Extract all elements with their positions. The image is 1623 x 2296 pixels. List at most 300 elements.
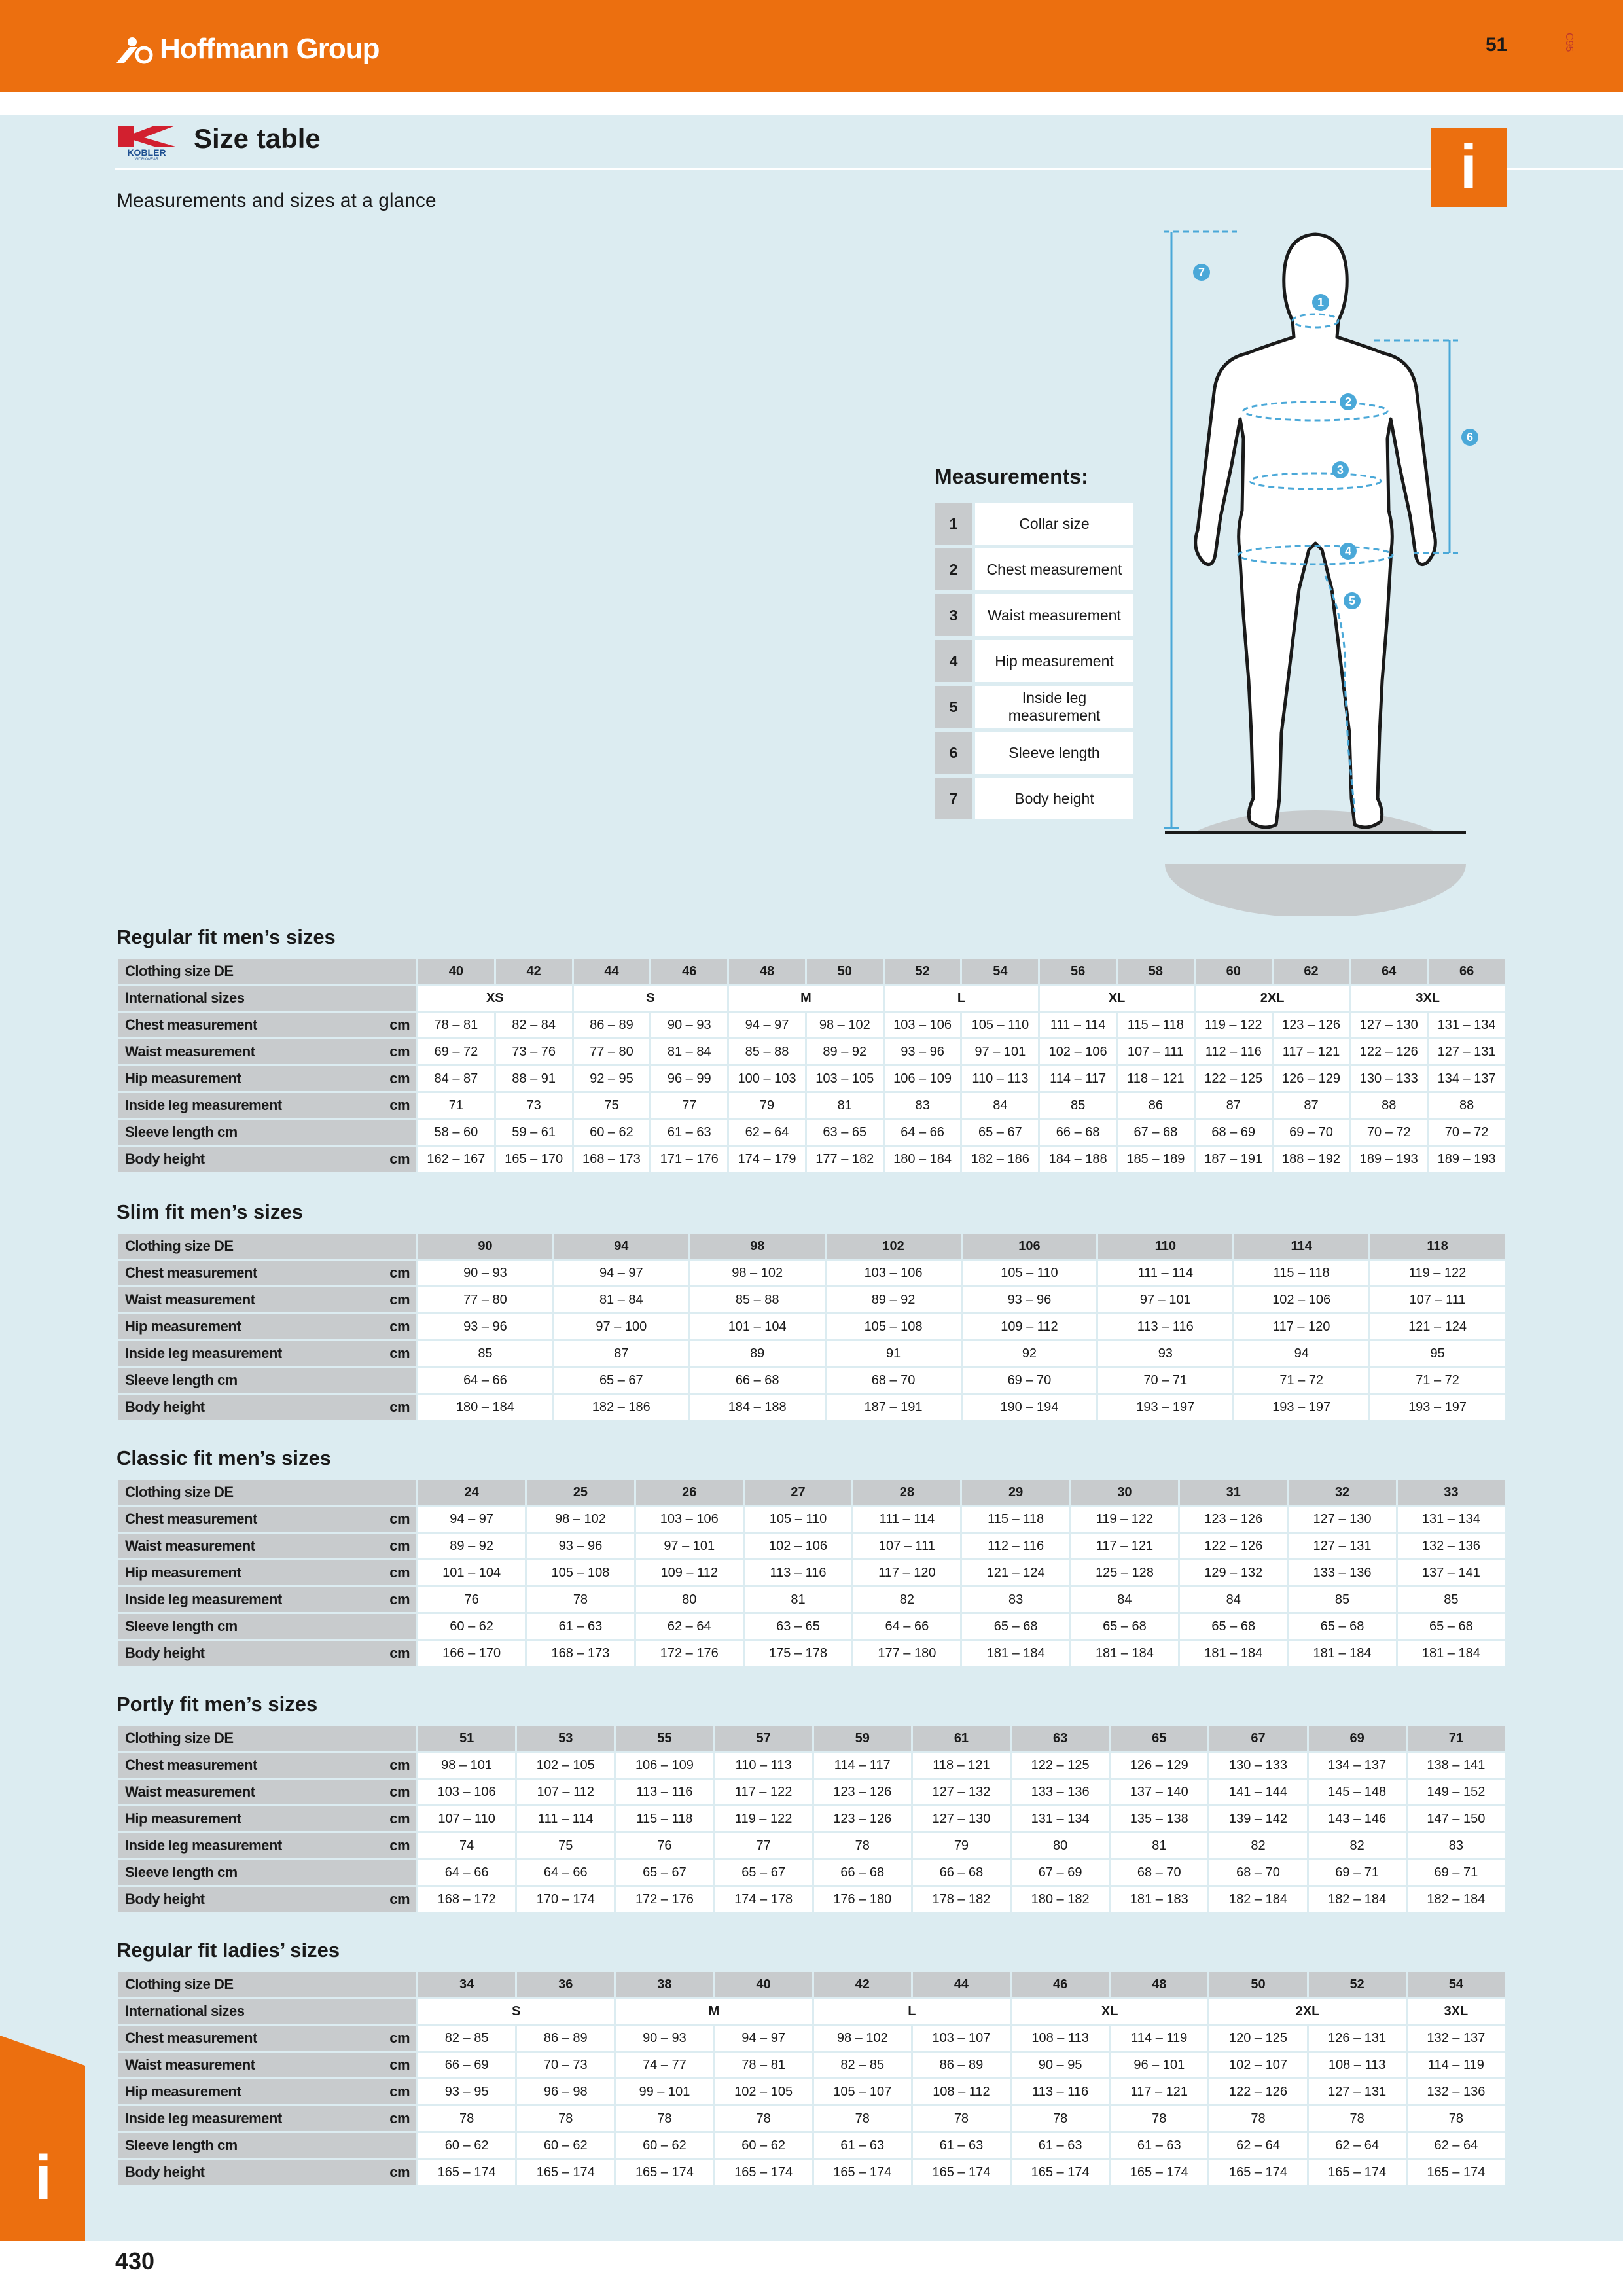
international-size-cell: 3XL — [1351, 986, 1505, 1011]
table-cell: 61 – 63 — [814, 2133, 911, 2158]
table-cell: 165 – 174 — [517, 2160, 614, 2185]
size-header-cell: 27 — [745, 1480, 851, 1505]
measurement-row — [935, 686, 1133, 728]
row-label — [118, 1368, 416, 1393]
table-cell: 102 – 107 — [1209, 2053, 1306, 2077]
table-cell: 66 – 68 — [913, 1860, 1010, 1885]
table-row — [118, 1120, 1505, 1145]
row-label-text: Waist measurement — [125, 1043, 255, 1060]
hoffmann-logo-icon — [115, 33, 154, 65]
table-cell: 95 — [1370, 1341, 1505, 1366]
table-cell: 117 – 120 — [1234, 1314, 1368, 1339]
table-cell: 85 – 88 — [690, 1287, 825, 1312]
table-row — [118, 1887, 1505, 1912]
table-cell: 81 – 84 — [651, 1039, 727, 1064]
table-cell: 126 – 131 — [1309, 2026, 1406, 2051]
table-header-row — [118, 1972, 1505, 1997]
table-cell: 107 – 111 — [853, 1534, 960, 1558]
table-row — [118, 1833, 1505, 1858]
table-cell: 60 – 62 — [418, 2133, 515, 2158]
table-cell: 102 – 106 — [1040, 1039, 1116, 1064]
table-row — [118, 1641, 1505, 1666]
table-cell: 86 – 89 — [517, 2026, 614, 2051]
row-label — [118, 1066, 416, 1091]
row-label: Clothing size DE — [118, 1234, 416, 1259]
table-cell: 78 — [418, 2106, 515, 2131]
measurement-number: 5 — [935, 686, 972, 728]
table-cell: 93 – 96 — [418, 1314, 552, 1339]
measurement-number: 2 — [935, 548, 972, 590]
size-header-cell: 98 — [690, 1234, 825, 1259]
table-cell: 64 – 66 — [418, 1368, 552, 1393]
table-cell: 122 – 125 — [1012, 1753, 1109, 1778]
table-cell: 70 – 71 — [1098, 1368, 1232, 1393]
table-cell: 105 – 108 — [527, 1560, 633, 1585]
row-unit: cm — [389, 1757, 410, 1773]
table-cell: 87 — [1274, 1093, 1349, 1118]
table-cell: 76 — [418, 1587, 525, 1612]
table-cell: 68 – 70 — [827, 1368, 961, 1393]
table-cell: 168 – 172 — [418, 1887, 515, 1912]
table-cell: 165 – 174 — [1408, 2160, 1505, 2185]
international-size-cell: 2XL — [1196, 986, 1349, 1011]
row-label — [118, 2079, 416, 2104]
table-cell: 100 – 103 — [729, 1066, 805, 1091]
table-cell: 71 – 72 — [1370, 1368, 1505, 1393]
row-label-text: Body height — [125, 1399, 205, 1415]
table-cell: 131 – 134 — [1429, 1013, 1505, 1037]
table-cell: 162 – 167 — [418, 1147, 494, 1172]
row-unit: cm — [389, 1537, 410, 1554]
size-header-cell: 30 — [1071, 1480, 1178, 1505]
table-cell: 77 — [715, 1833, 812, 1858]
svg-text:WORKWEAR: WORKWEAR — [134, 158, 159, 161]
table-cell: 130 – 133 — [1209, 1753, 1306, 1778]
size-header-cell: 66 — [1429, 959, 1505, 984]
table-row — [118, 1287, 1505, 1312]
table-cell: 67 – 69 — [1012, 1860, 1109, 1885]
section-title-regular-ladies: Regular fit ladies’ sizes — [116, 1939, 340, 1962]
table-row — [118, 2026, 1505, 2051]
table-row — [118, 1860, 1505, 1885]
table-cell: 64 – 66 — [517, 1860, 614, 1885]
table-cell: 84 — [962, 1093, 1038, 1118]
table-cell: 193 – 197 — [1098, 1395, 1232, 1420]
table-cell: 61 – 63 — [1012, 2133, 1109, 2158]
table-cell: 86 – 89 — [913, 2053, 1010, 2077]
table-cell: 105 – 110 — [963, 1261, 1097, 1285]
table-cell: 65 – 67 — [962, 1120, 1038, 1145]
table-cell: 90 – 93 — [616, 2026, 713, 2051]
table-cell: 66 – 68 — [814, 1860, 911, 1885]
row-label-text: Chest measurement — [125, 1511, 257, 1527]
measurement-row — [935, 594, 1133, 636]
table-cell: 193 – 197 — [1234, 1395, 1368, 1420]
row-label-text: Inside leg measurement — [125, 1097, 282, 1113]
table-cell: 65 – 68 — [962, 1614, 1069, 1639]
table-cell: 111 – 114 — [853, 1507, 960, 1532]
row-unit: cm — [389, 2030, 410, 2046]
table-cell: 131 – 134 — [1398, 1507, 1505, 1532]
row-unit: cm — [389, 1291, 410, 1308]
table-cell: 77 — [651, 1093, 727, 1118]
table-row — [118, 1093, 1505, 1118]
table-cell: 94 – 97 — [729, 1013, 805, 1037]
table-cell: 126 – 129 — [1274, 1066, 1349, 1091]
measurement-row — [935, 640, 1133, 682]
size-header-cell: 63 — [1012, 1726, 1109, 1751]
table-cell: 66 – 68 — [1040, 1120, 1116, 1145]
table-row — [118, 1368, 1505, 1393]
table-cell: 68 – 70 — [1209, 1860, 1306, 1885]
table-row — [118, 1341, 1505, 1366]
row-label — [118, 1287, 416, 1312]
size-table-slim-men — [116, 1232, 1507, 1422]
header-page-number: 51 — [1486, 34, 1508, 56]
marker-1: 1 — [1317, 296, 1325, 309]
table-cell: 135 – 138 — [1111, 1806, 1207, 1831]
table-cell: 111 – 114 — [1040, 1013, 1116, 1037]
row-label — [118, 2053, 416, 2077]
table-cell: 168 – 173 — [527, 1641, 633, 1666]
table-cell: 165 – 174 — [418, 2160, 515, 2185]
measurement-number: 6 — [935, 732, 972, 774]
table-cell: 81 – 84 — [554, 1287, 688, 1312]
table-cell: 69 – 72 — [418, 1039, 494, 1064]
size-header-cell: 40 — [715, 1972, 812, 1997]
row-label-text: Sleeve length cm — [125, 1864, 238, 1880]
table-cell: 185 – 189 — [1118, 1147, 1194, 1172]
table-cell: 82 – 84 — [496, 1013, 572, 1037]
table-cell: 65 – 67 — [715, 1860, 812, 1885]
table-cell: 118 – 121 — [913, 1753, 1010, 1778]
table-cell: 127 – 131 — [1309, 2079, 1406, 2104]
row-label — [118, 1614, 416, 1639]
table-cell: 81 — [1111, 1833, 1207, 1858]
table-cell: 85 — [1289, 1587, 1395, 1612]
table-cell: 97 – 101 — [636, 1534, 743, 1558]
measurement-number: 1 — [935, 503, 972, 545]
table-cell: 62 – 64 — [636, 1614, 743, 1639]
table-cell: 78 — [616, 2106, 713, 2131]
section-title-regular-men: Regular fit men’s sizes — [116, 925, 336, 948]
table-cell: 62 – 64 — [1209, 2133, 1306, 2158]
size-header-cell: 50 — [1209, 1972, 1306, 1997]
table-row — [118, 1753, 1505, 1778]
table-cell: 181 – 184 — [1180, 1641, 1287, 1666]
marker-4: 4 — [1344, 545, 1352, 558]
table-header-row — [118, 1480, 1505, 1505]
table-cell: 114 – 117 — [814, 1753, 911, 1778]
table-cell: 117 – 121 — [1274, 1039, 1349, 1064]
size-header-cell: 44 — [913, 1972, 1010, 1997]
size-header-cell: 33 — [1398, 1480, 1505, 1505]
marker-2: 2 — [1344, 395, 1352, 408]
table-cell: 82 — [1309, 1833, 1406, 1858]
measurement-label: Sleeve length — [972, 732, 1133, 774]
size-header-cell: 59 — [814, 1726, 911, 1751]
table-cell: 141 – 144 — [1209, 1780, 1306, 1804]
row-label — [118, 1560, 416, 1585]
table-cell: 119 – 122 — [1071, 1507, 1178, 1532]
table-cell: 89 — [690, 1341, 825, 1366]
table-cell: 60 – 62 — [574, 1120, 650, 1145]
table-cell: 78 – 81 — [715, 2053, 812, 2077]
table-cell: 78 — [527, 1587, 633, 1612]
table-cell: 123 – 126 — [1180, 1507, 1287, 1532]
table-cell: 94 – 97 — [418, 1507, 525, 1532]
table-cell: 84 — [1180, 1587, 1287, 1612]
row-label — [118, 1887, 416, 1912]
table-cell: 187 – 191 — [1196, 1147, 1272, 1172]
row-unit: cm — [389, 1645, 410, 1661]
row-label: Clothing size DE — [118, 1726, 416, 1751]
measurements-legend — [935, 499, 1133, 823]
row-unit: cm — [389, 1564, 410, 1581]
table-cell: 62 – 64 — [1408, 2133, 1505, 2158]
table-cell: 63 – 65 — [807, 1120, 883, 1145]
international-size-cell: M — [616, 1999, 812, 2024]
table-cell: 184 – 188 — [690, 1395, 825, 1420]
table-cell: 87 — [1196, 1093, 1272, 1118]
table-cell: 187 – 191 — [827, 1395, 961, 1420]
title-underline — [115, 168, 1623, 170]
row-label — [118, 1039, 416, 1064]
table-cell: 149 – 152 — [1408, 1780, 1505, 1804]
row-label-text: Body height — [125, 1645, 205, 1661]
size-header-cell: 52 — [1309, 1972, 1406, 1997]
table-cell: 130 – 133 — [1351, 1066, 1427, 1091]
international-size-cell: XL — [1012, 1999, 1207, 2024]
size-header-cell: 69 — [1309, 1726, 1406, 1751]
table-cell: 115 – 118 — [962, 1507, 1069, 1532]
table-cell: 119 – 122 — [1196, 1013, 1272, 1037]
table-cell: 122 – 125 — [1196, 1066, 1272, 1091]
table-cell: 181 – 184 — [1398, 1641, 1505, 1666]
table-cell: 70 – 72 — [1429, 1120, 1505, 1145]
table-cell: 182 – 184 — [1309, 1887, 1406, 1912]
table-cell: 98 – 101 — [418, 1753, 515, 1778]
table-cell: 109 – 112 — [636, 1560, 743, 1585]
table-cell: 165 – 174 — [1111, 2160, 1207, 2185]
size-header-cell: 102 — [827, 1234, 961, 1259]
table-row — [118, 1507, 1505, 1532]
table-cell: 137 – 141 — [1398, 1560, 1505, 1585]
table-cell: 133 – 136 — [1012, 1780, 1109, 1804]
table-cell: 131 – 134 — [1012, 1806, 1109, 1831]
table-cell: 88 — [1429, 1093, 1505, 1118]
table-cell: 96 – 98 — [517, 2079, 614, 2104]
table-cell: 60 – 62 — [616, 2133, 713, 2158]
table-cell: 61 – 63 — [913, 2133, 1010, 2158]
table-cell: 82 – 85 — [814, 2053, 911, 2077]
international-size-cell: 2XL — [1209, 1999, 1405, 2024]
row-unit: cm — [389, 2056, 410, 2073]
table-cell: 172 – 176 — [616, 1887, 713, 1912]
row-label — [118, 1120, 416, 1145]
table-cell: 79 — [729, 1093, 805, 1118]
table-cell: 108 – 113 — [1012, 2026, 1109, 2051]
table-cell: 181 – 184 — [1289, 1641, 1395, 1666]
table-cell: 165 – 174 — [814, 2160, 911, 2185]
table-cell: 69 – 71 — [1408, 1860, 1505, 1885]
table-cell: 75 — [517, 1833, 614, 1858]
international-sizes-row — [118, 1999, 1505, 2024]
table-cell: 127 – 131 — [1289, 1534, 1395, 1558]
table-cell: 79 — [913, 1833, 1010, 1858]
table-cell: 127 – 130 — [1351, 1013, 1427, 1037]
table-cell: 92 – 95 — [574, 1066, 650, 1091]
size-header-cell: 94 — [554, 1234, 688, 1259]
table-cell: 105 – 110 — [745, 1507, 851, 1532]
size-header-cell: 46 — [651, 959, 727, 984]
table-row — [118, 1614, 1505, 1639]
measurement-row — [935, 503, 1133, 545]
table-cell: 83 — [1408, 1833, 1505, 1858]
table-cell: 90 – 93 — [651, 1013, 727, 1037]
table-row — [118, 1534, 1505, 1558]
table-cell: 107 – 110 — [418, 1806, 515, 1831]
table-cell: 147 – 150 — [1408, 1806, 1505, 1831]
table-cell: 178 – 182 — [913, 1887, 1010, 1912]
table-cell: 78 — [715, 2106, 812, 2131]
table-cell: 65 – 68 — [1289, 1614, 1395, 1639]
row-label — [118, 1587, 416, 1612]
table-cell: 65 – 68 — [1180, 1614, 1287, 1639]
row-label: Clothing size DE — [118, 959, 416, 984]
size-header-cell: 24 — [418, 1480, 525, 1505]
table-cell: 90 – 93 — [418, 1261, 552, 1285]
size-header-cell: 54 — [962, 959, 1038, 984]
table-cell: 83 — [962, 1587, 1069, 1612]
size-header-cell: 52 — [885, 959, 961, 984]
table-cell: 91 — [827, 1341, 961, 1366]
size-header-cell: 51 — [418, 1726, 515, 1751]
table-cell: 119 – 122 — [1370, 1261, 1505, 1285]
table-row — [118, 2133, 1505, 2158]
table-cell: 132 – 136 — [1398, 1534, 1505, 1558]
row-label — [118, 2160, 416, 2185]
table-cell: 98 – 102 — [527, 1507, 633, 1532]
table-row — [118, 2106, 1505, 2131]
size-header-cell: 32 — [1289, 1480, 1395, 1505]
table-cell: 189 – 193 — [1429, 1147, 1505, 1172]
table-cell: 177 – 180 — [853, 1641, 960, 1666]
table-cell: 103 – 106 — [827, 1261, 961, 1285]
table-cell: 111 – 114 — [1098, 1261, 1232, 1285]
row-label-text: Hip measurement — [125, 1318, 241, 1335]
row-label — [118, 2026, 416, 2051]
measurement-label: Hip measurement — [972, 640, 1133, 682]
table-cell: 129 – 132 — [1180, 1560, 1287, 1585]
table-cell: 112 – 116 — [1196, 1039, 1272, 1064]
table-header-row — [118, 959, 1505, 984]
row-label: Clothing size DE — [118, 1480, 416, 1505]
table-cell: 78 — [814, 2106, 911, 2131]
table-cell: 70 – 72 — [1351, 1120, 1427, 1145]
table-cell: 85 — [1040, 1093, 1116, 1118]
size-header-cell: 28 — [853, 1480, 960, 1505]
table-cell: 107 – 112 — [517, 1780, 614, 1804]
table-cell: 121 – 124 — [962, 1560, 1069, 1585]
table-cell: 143 – 146 — [1309, 1806, 1406, 1831]
table-cell: 85 — [1398, 1587, 1505, 1612]
table-cell: 111 – 114 — [517, 1806, 614, 1831]
international-size-cell: XS — [418, 986, 572, 1011]
table-cell: 71 — [418, 1093, 494, 1118]
row-unit: cm — [389, 2110, 410, 2126]
table-cell: 122 – 126 — [1351, 1039, 1427, 1064]
row-label — [118, 1395, 416, 1420]
table-cell: 101 – 104 — [690, 1314, 825, 1339]
table-cell: 125 – 128 — [1071, 1560, 1178, 1585]
table-cell: 172 – 176 — [636, 1641, 743, 1666]
row-label-text: Hip measurement — [125, 1070, 241, 1086]
section-title-portly-men: Portly fit men’s sizes — [116, 1693, 318, 1715]
table-cell: 102 – 105 — [517, 1753, 614, 1778]
table-cell: 105 – 110 — [962, 1013, 1038, 1037]
table-cell: 115 – 118 — [1234, 1261, 1368, 1285]
table-cell: 137 – 140 — [1111, 1780, 1207, 1804]
row-label — [118, 2133, 416, 2158]
table-cell: 93 — [1098, 1341, 1232, 1366]
page-title: Size table — [194, 123, 321, 154]
row-label — [118, 1641, 416, 1666]
size-header-cell: 90 — [418, 1234, 552, 1259]
row-label-text: Sleeve length cm — [125, 1618, 238, 1634]
international-size-cell: S — [574, 986, 728, 1011]
table-cell: 78 – 81 — [418, 1013, 494, 1037]
table-cell: 69 – 71 — [1309, 1860, 1406, 1885]
table-cell: 101 – 104 — [418, 1560, 525, 1585]
table-cell: 85 — [418, 1341, 552, 1366]
table-cell: 105 – 107 — [814, 2079, 911, 2104]
table-row — [118, 1780, 1505, 1804]
row-label-text: Chest measurement — [125, 1265, 257, 1281]
table-cell: 60 – 62 — [715, 2133, 812, 2158]
table-cell: 117 – 122 — [715, 1780, 812, 1804]
table-cell: 78 — [1408, 2106, 1505, 2131]
size-header-cell: 114 — [1234, 1234, 1368, 1259]
table-cell: 59 – 61 — [496, 1120, 572, 1145]
table-row — [118, 2160, 1505, 2185]
body-measurement-figure — [1152, 223, 1479, 916]
row-label-text: Sleeve length cm — [125, 2137, 238, 2153]
table-cell: 165 – 174 — [1209, 2160, 1306, 2185]
size-header-cell: 64 — [1351, 959, 1427, 984]
table-cell: 121 – 124 — [1370, 1314, 1505, 1339]
section-title-slim-men: Slim fit men’s sizes — [116, 1200, 303, 1223]
row-unit: cm — [389, 2083, 410, 2100]
size-table-classic-men — [116, 1478, 1507, 1668]
footer-page-number: 430 — [115, 2248, 155, 2274]
table-cell: 123 – 126 — [1274, 1013, 1349, 1037]
table-cell: 87 — [554, 1341, 688, 1366]
table-cell: 80 — [636, 1587, 743, 1612]
table-cell: 98 – 102 — [690, 1261, 825, 1285]
table-cell: 94 – 97 — [715, 2026, 812, 2051]
table-cell: 103 – 107 — [913, 2026, 1010, 2051]
table-cell: 94 – 97 — [554, 1261, 688, 1285]
table-cell: 93 – 96 — [963, 1287, 1097, 1312]
row-label-text: Waist measurement — [125, 1537, 255, 1554]
table-cell: 73 — [496, 1093, 572, 1118]
table-row — [118, 1261, 1505, 1285]
table-cell: 63 – 65 — [745, 1614, 851, 1639]
page-header — [0, 0, 1623, 92]
table-cell: 171 – 176 — [651, 1147, 727, 1172]
measurement-label: Waist measurement — [972, 594, 1133, 636]
